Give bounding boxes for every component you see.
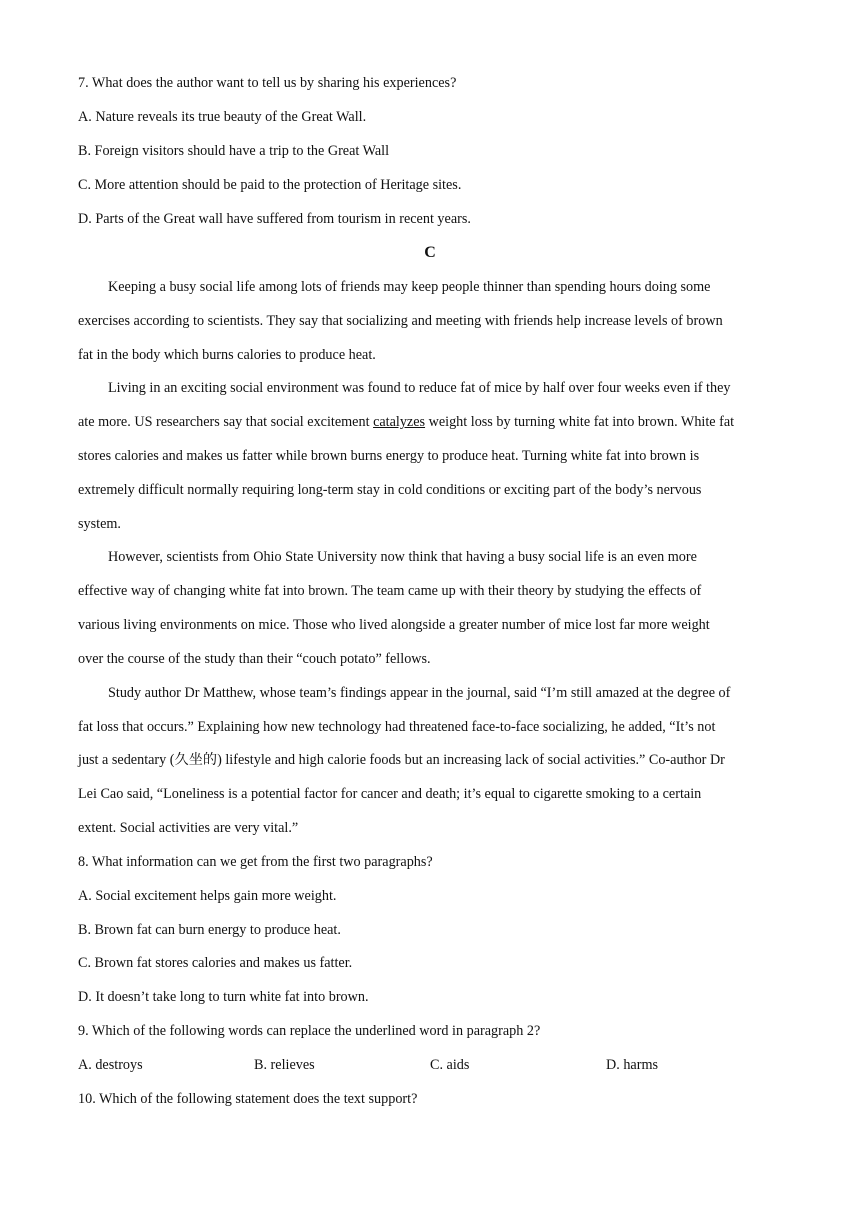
paragraph-2-line: stores calories and makes us fatter while brown burns energy to produce heat. Turning white fat into brown is: [78, 448, 700, 464]
q9-options-row: [78, 1055, 782, 1075]
q9-option-a: A. destroys: [78, 1057, 143, 1073]
paragraph-3-line: over the course of the study than their “couch potato” fellows.: [78, 651, 431, 667]
paragraph-3-line: effective way of changing white fat into brown. The team came up with their theory by studying the effects of: [78, 583, 702, 599]
paragraph-4-line: extent. Social activities are very vital.”: [78, 820, 299, 836]
question-7: 7. What does the author want to tell us by sharing his experiences?: [78, 75, 457, 91]
underlined-word: catalyzes: [373, 414, 426, 430]
paragraph-2-line: extremely difficult normally requiring long-term stay in cold conditions or exciting part of the body’s nervous: [78, 482, 702, 498]
paragraph-2-line: system.: [78, 516, 121, 532]
paragraph-4-line: Lei Cao said, “Loneliness is a potential factor for cancer and death; it’s equal to cigarette smoking to a certain: [78, 786, 702, 802]
question-9: 9. Which of the following words can replace the underlined word in paragraph 2?: [78, 1023, 541, 1039]
paragraph-2-line: Living in an exciting social environment was found to reduce fat of mice by half over four weeks even if they: [108, 380, 731, 396]
question-8: 8. What information can we get from the first two paragraphs?: [78, 854, 433, 870]
paragraph-1-line: Keeping a busy social life among lots of friends may keep people thinner than spending hours doing some: [108, 279, 711, 295]
paragraph-2-line: [78, 412, 782, 432]
q7-option-a: A. Nature reveals its true beauty of the Great Wall.: [78, 109, 367, 125]
q9-option-b: B. relieves: [254, 1057, 315, 1073]
section-heading: C: [424, 244, 436, 261]
paragraph-4-line: just a sedentary (久坐的) lifestyle and high calorie foods but an increasing lack of social activities.” Co-author Dr: [78, 752, 725, 768]
q8-option-d: D. It doesn’t take long to turn white fat into brown.: [78, 989, 369, 1005]
paragraph-4-line: fat loss that occurs.” Explaining how new technology had threatened face-to-face socializing, he added, “It’s not: [78, 719, 716, 735]
paragraph-2-text: ate more. US researchers say that social excitement: [78, 414, 374, 430]
q7-option-b: B. Foreign visitors should have a trip to the Great Wall: [78, 143, 390, 159]
q8-option-b: B. Brown fat can burn energy to produce heat.: [78, 922, 341, 938]
paragraph-1-line: exercises according to scientists. They say that socializing and meeting with friends help increase levels of brown: [78, 313, 723, 329]
q9-option-c: C. aids: [430, 1057, 470, 1073]
question-10: 10. Which of the following statement does the text support?: [78, 1091, 418, 1107]
paragraph-3-line: However, scientists from Ohio State University now think that having a busy social life is an even more: [108, 549, 697, 565]
paragraph-3-line: various living environments on mice. Those who lived alongside a greater number of mice lost far more weight: [78, 617, 710, 633]
paragraph-1-line: fat in the body which burns calories to produce heat.: [78, 347, 376, 363]
paragraph-2-text: weight loss by turning white fat into brown. White fat: [425, 414, 735, 430]
q9-option-d: D. harms: [606, 1057, 659, 1073]
q8-option-c: C. Brown fat stores calories and makes us fatter.: [78, 955, 353, 971]
paragraph-4-line: Study author Dr Matthew, whose team’s findings appear in the journal, said “I’m still amazed at the degree of: [108, 685, 731, 701]
q7-option-c: C. More attention should be paid to the protection of Heritage sites.: [78, 177, 462, 193]
q8-option-a: A. Social excitement helps gain more weight.: [78, 888, 337, 904]
q7-option-d: D. Parts of the Great wall have suffered from tourism in recent years.: [78, 211, 471, 227]
